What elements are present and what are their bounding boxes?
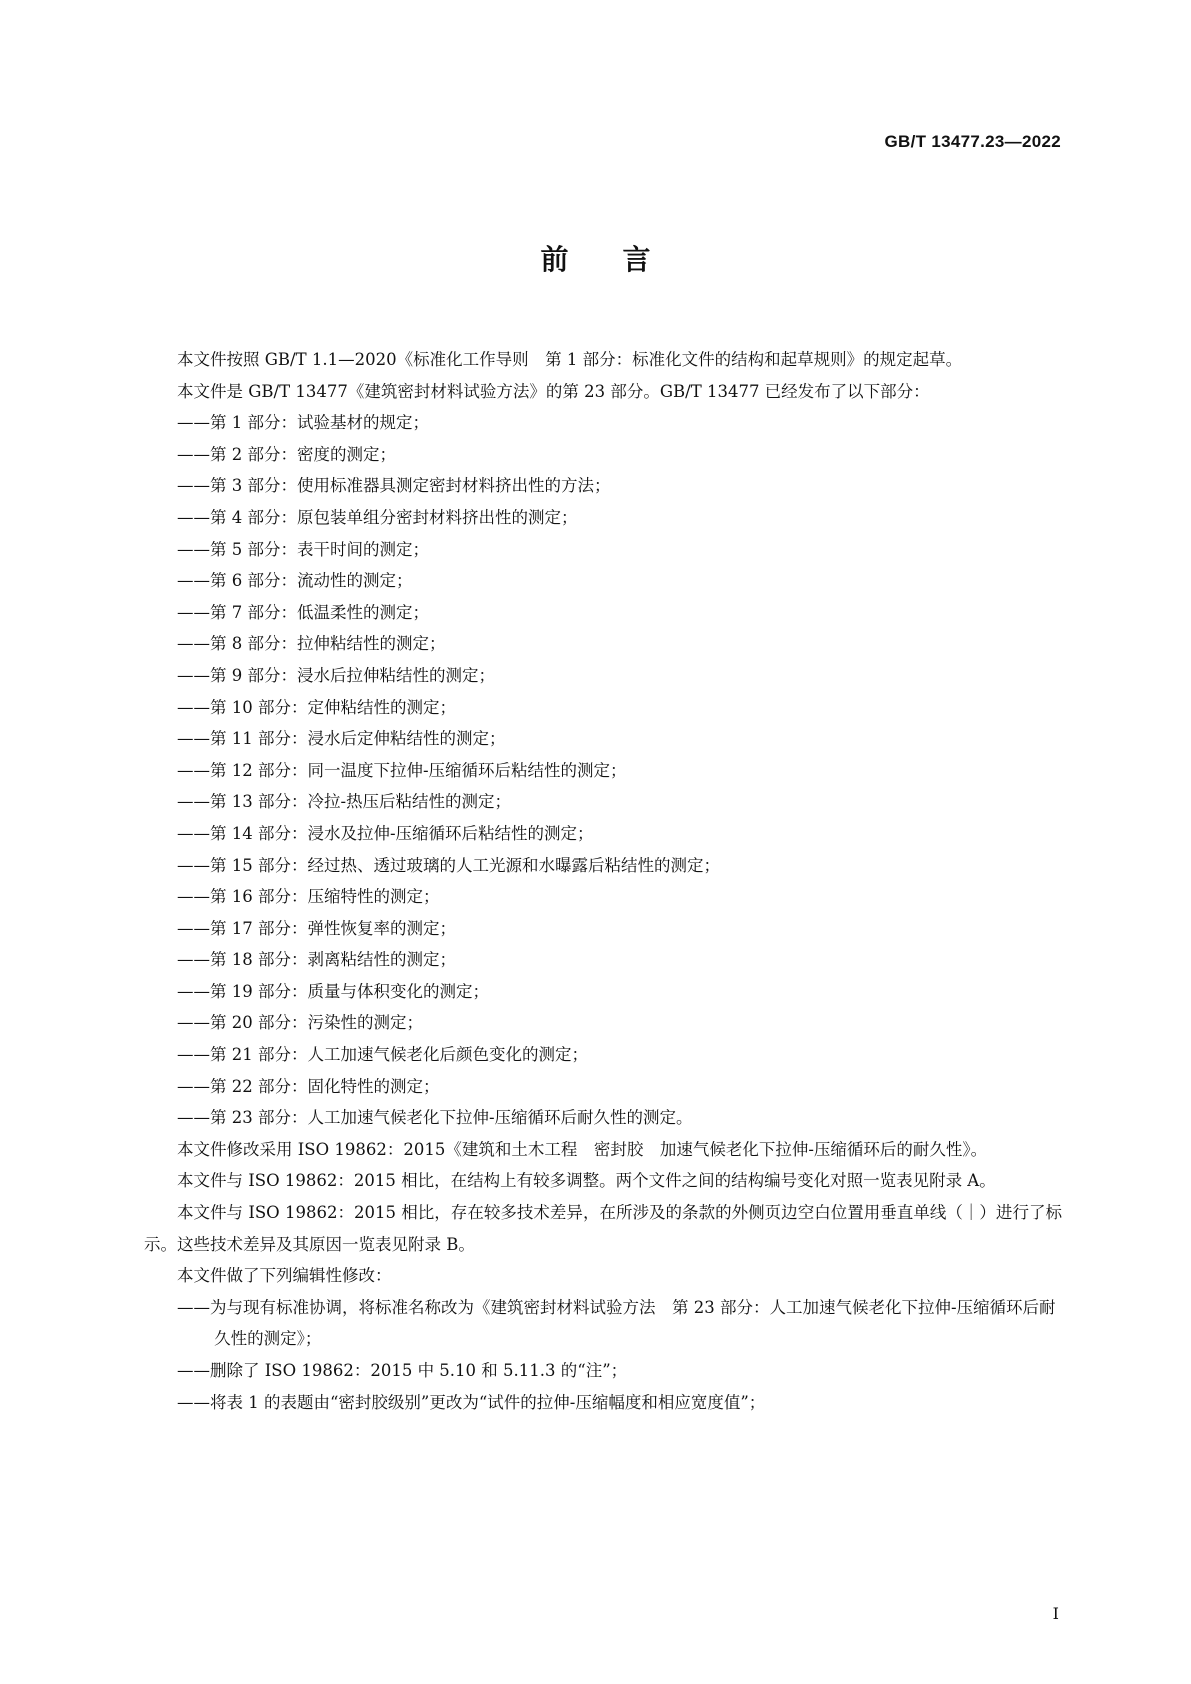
list-item: ——第 18 部分：剥离粘结性的测定；: [177, 950, 456, 970]
parts-list: [144, 407, 1062, 1134]
list-item: ——第 5 部分：表干时间的测定；: [177, 539, 429, 559]
list-item: ——第 7 部分：低温柔性的测定；: [177, 602, 429, 622]
body-paragraph: 本文件与 ISO 19862：2015 相比，存在较多技术差异，在所涉及的条款的外侧页边空白位置用垂直单线（｜）进行了标示。这些技术差异及其原因一览表见附录 B。: [144, 1203, 1062, 1254]
list-item: ——第 19 部分：质量与体积变化的测定；: [177, 981, 489, 1001]
list-item: ——第 20 部分：污染性的测定；: [177, 1013, 423, 1033]
list-item: ——第 22 部分：固化特性的测定；: [177, 1076, 440, 1096]
list-item: ——第 1 部分：试验基材的规定；: [177, 413, 429, 433]
edits-list: [144, 1292, 1062, 1418]
list-item: ——第 6 部分：流动性的测定；: [177, 571, 413, 591]
body-paragraph: 本文件修改采用 ISO 19862：2015《建筑和土木工程 密封胶 加速气候老化下拉伸-压缩循环后的耐久性》。: [177, 1139, 988, 1159]
page-number: Ⅰ: [1052, 1604, 1059, 1623]
intro-paragraph: 本文件按照 GB/T 1.1—2020《标准化工作导则 第 1 部分：标准化文件的结构和起草规则》的规定起草。: [177, 350, 963, 369]
list-item: ——第 21 部分：人工加速气候老化后颜色变化的测定；: [177, 1045, 588, 1065]
list-item: ——将表 1 的表题由“密封胶级别”更改为“试件的拉伸-压缩幅度和相应宽度值”；: [177, 1392, 766, 1412]
list-item: ——第 15 部分：经过热、透过玻璃的人工光源和水曝露后粘结性的测定；: [177, 855, 720, 875]
list-item: ——第 12 部分：同一温度下拉伸-压缩循环后粘结性的测定；: [177, 760, 627, 780]
standard-code: GB/T 13477.23—2022: [884, 132, 1061, 151]
list-item: ——第 11 部分：浸水后定伸粘结性的测定；: [177, 729, 506, 749]
list-item: ——第 10 部分：定伸粘结性的测定；: [177, 697, 456, 717]
list-item: ——第 3 部分：使用标准器具测定密封材料挤出性的方法；: [177, 476, 611, 496]
list-item: ——第 8 部分：拉伸粘结性的测定；: [177, 634, 446, 654]
list-item: ——第 13 部分：冷拉-热压后粘结性的测定；: [177, 792, 512, 812]
list-item: ——为与现有标准协调，将标准名称改为《建筑密封材料试验方法 第 23 部分：人工加速气候老化下拉伸-压缩循环后耐久性的测定》；: [177, 1297, 1056, 1349]
intro-paragraph: 本文件是 GB/T 13477《建筑密封材料试验方法》的第 23 部分。GB/T 13477 已经发布了以下部分：: [177, 381, 930, 401]
list-item: ——第 16 部分：压缩特性的测定；: [177, 887, 440, 907]
document-body: [144, 344, 1062, 1418]
list-item: ——第 14 部分：浸水及拉伸-压缩循环后粘结性的测定；: [177, 823, 594, 843]
list-item: ——第 4 部分：原包装单组分密封材料挤出性的测定；: [177, 507, 578, 527]
page-title: 前言: [540, 243, 705, 276]
list-item: ——第 23 部分：人工加速气候老化下拉伸-压缩循环后耐久性的测定。: [177, 1108, 693, 1128]
body-paragraph: 本文件与 ISO 19862：2015 相比，在结构上有较多调整。两个文件之间的结构编号变化对照一览表见附录 A。: [177, 1171, 996, 1191]
list-item: ——第 17 部分：弹性恢复率的测定；: [177, 918, 456, 938]
list-item: ——第 2 部分：密度的测定；: [177, 444, 396, 464]
body-paragraph: 本文件做了下列编辑性修改：: [177, 1266, 392, 1286]
list-item: ——删除了 ISO 19862：2015 中 5.10 和 5.11.3 的“注”；: [177, 1361, 628, 1380]
list-item: ——第 9 部分：浸水后拉伸粘结性的测定；: [177, 665, 495, 685]
